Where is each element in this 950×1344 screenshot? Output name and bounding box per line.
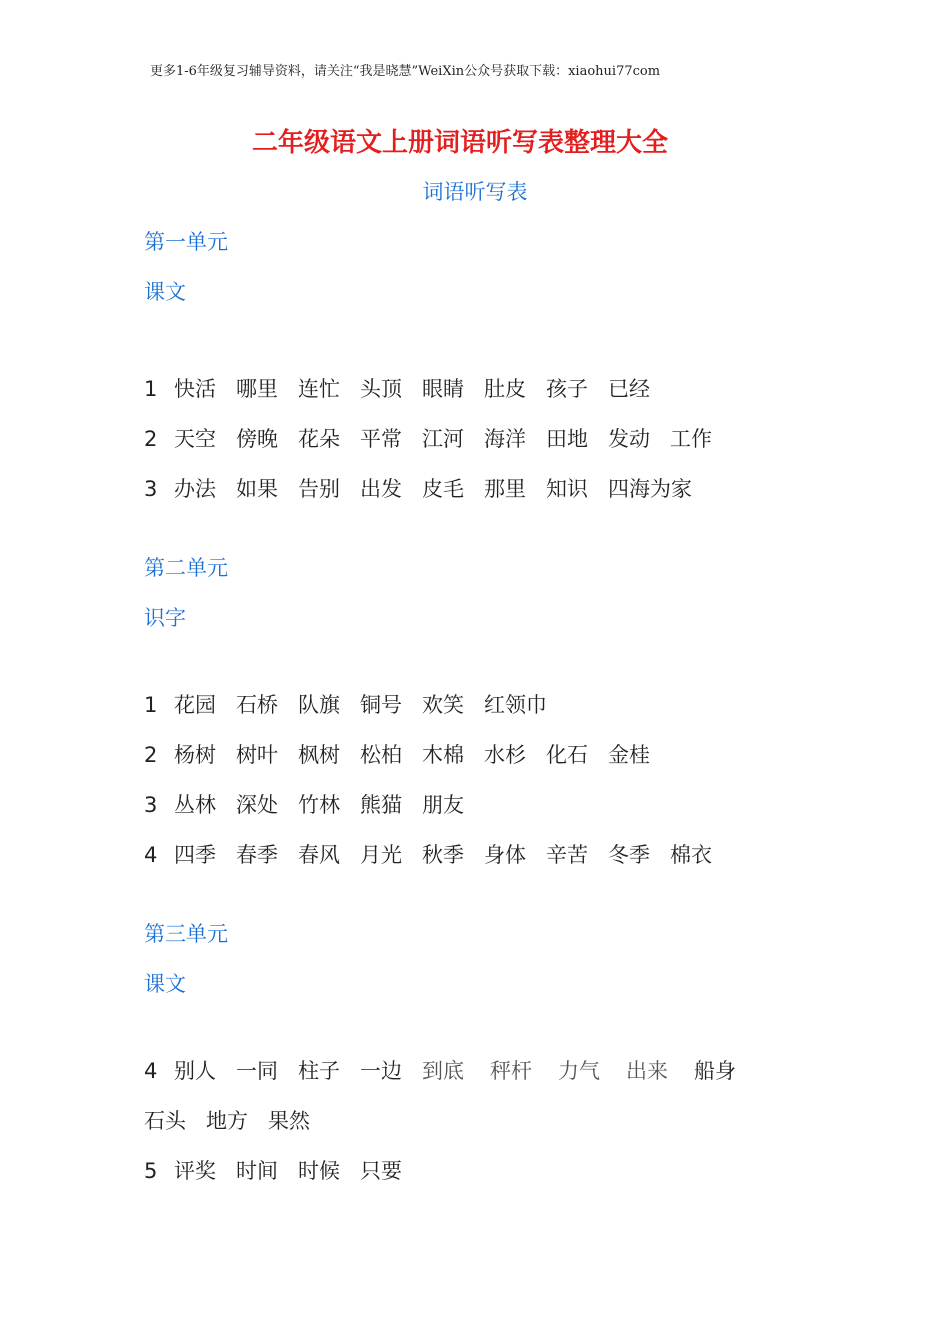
word-row <box>144 1055 736 1085</box>
word: 力气 <box>558 1059 600 1083</box>
word: 时候 <box>298 1159 340 1183</box>
word: 队旗 <box>298 693 340 717</box>
word: 金桂 <box>608 743 650 767</box>
word-row <box>144 689 547 719</box>
word: 出发 <box>360 477 402 501</box>
word: 到底 <box>422 1059 464 1083</box>
word: 知识 <box>546 477 588 501</box>
word: 出来 <box>626 1059 668 1083</box>
word: 铜号 <box>360 693 402 717</box>
row-number: 1 <box>144 377 158 401</box>
word: 一同 <box>236 1059 278 1083</box>
unit-2-heading: 第二单元 <box>144 556 228 580</box>
unit-3-section: 课文 <box>144 972 186 996</box>
word: 春风 <box>298 843 340 867</box>
unit-1-section: 课文 <box>144 280 186 304</box>
word: 四季 <box>174 843 216 867</box>
word: 欢笑 <box>422 693 464 717</box>
word: 枫树 <box>298 743 340 767</box>
word: 海洋 <box>484 427 526 451</box>
word: 发动 <box>608 427 650 451</box>
word: 已经 <box>608 377 650 401</box>
row-number: 4 <box>144 843 158 867</box>
word: 田地 <box>546 427 588 451</box>
word: 月光 <box>360 843 402 867</box>
word: 松柏 <box>360 743 402 767</box>
word-row <box>144 1155 402 1185</box>
word: 柱子 <box>298 1059 340 1083</box>
word: 地方 <box>206 1109 248 1133</box>
word: 石桥 <box>236 693 278 717</box>
word: 一边 <box>360 1059 402 1083</box>
word: 船身 <box>694 1059 736 1083</box>
unit-3-heading: 第三单元 <box>144 922 228 946</box>
word: 花园 <box>174 693 216 717</box>
document-title: 二年级语文上册词语听写表整理大全 <box>251 128 668 158</box>
word: 连忙 <box>298 377 340 401</box>
word-row <box>144 739 650 769</box>
word: 工作 <box>670 427 712 451</box>
word-row <box>144 1105 310 1135</box>
word: 头顶 <box>360 377 402 401</box>
word: 告别 <box>298 477 340 501</box>
word: 杨树 <box>174 743 216 767</box>
word: 石头 <box>144 1109 186 1133</box>
word: 木棉 <box>422 743 464 767</box>
row-number: 2 <box>144 427 158 451</box>
word: 孩子 <box>546 377 588 401</box>
word: 冬季 <box>608 843 650 867</box>
word-row <box>144 789 464 819</box>
word: 秋季 <box>422 843 464 867</box>
word: 别人 <box>174 1059 216 1083</box>
word: 办法 <box>174 477 216 501</box>
word: 水杉 <box>484 743 526 767</box>
word: 春季 <box>236 843 278 867</box>
header-note: 更多1-6年级复习辅导资料，请关注“我是晓慧”WeiXin公众号获取下载：xiaohui77com <box>149 64 661 79</box>
word: 辛苦 <box>546 843 588 867</box>
word: 树叶 <box>236 743 278 767</box>
word: 红领巾 <box>484 693 547 717</box>
word: 时间 <box>236 1159 278 1183</box>
word: 竹林 <box>298 793 340 817</box>
word: 果然 <box>268 1109 310 1133</box>
word-row <box>144 839 712 869</box>
word: 化石 <box>546 743 588 767</box>
word: 肚皮 <box>484 377 526 401</box>
word: 四海为家 <box>608 477 692 501</box>
word-row <box>144 423 712 453</box>
word-row <box>144 473 692 503</box>
word: 花朵 <box>298 427 340 451</box>
unit-1-heading: 第一单元 <box>144 230 228 254</box>
row-number: 5 <box>144 1159 158 1183</box>
word: 那里 <box>484 477 526 501</box>
unit-2-section: 识字 <box>144 606 186 630</box>
word: 丛林 <box>174 793 216 817</box>
word-row <box>144 373 650 403</box>
word: 哪里 <box>236 377 278 401</box>
row-number: 1 <box>144 693 158 717</box>
word: 棉衣 <box>670 843 712 867</box>
word: 熊猫 <box>360 793 402 817</box>
row-number: 4 <box>144 1059 158 1083</box>
word: 深处 <box>236 793 278 817</box>
row-number: 3 <box>144 477 158 501</box>
word: 评奖 <box>174 1159 216 1183</box>
word: 江河 <box>422 427 464 451</box>
word: 身体 <box>484 843 526 867</box>
word: 朋友 <box>422 793 464 817</box>
word: 天空 <box>174 427 216 451</box>
row-number: 3 <box>144 793 158 817</box>
document-subtitle: 词语听写表 <box>422 180 528 204</box>
row-number: 2 <box>144 743 158 767</box>
word: 秤杆 <box>490 1059 532 1083</box>
word: 皮毛 <box>422 477 464 501</box>
word: 平常 <box>360 427 402 451</box>
word: 快活 <box>174 377 216 401</box>
word: 只要 <box>360 1159 402 1183</box>
word: 如果 <box>236 477 278 501</box>
word: 眼睛 <box>422 377 464 401</box>
word: 傍晚 <box>236 427 278 451</box>
